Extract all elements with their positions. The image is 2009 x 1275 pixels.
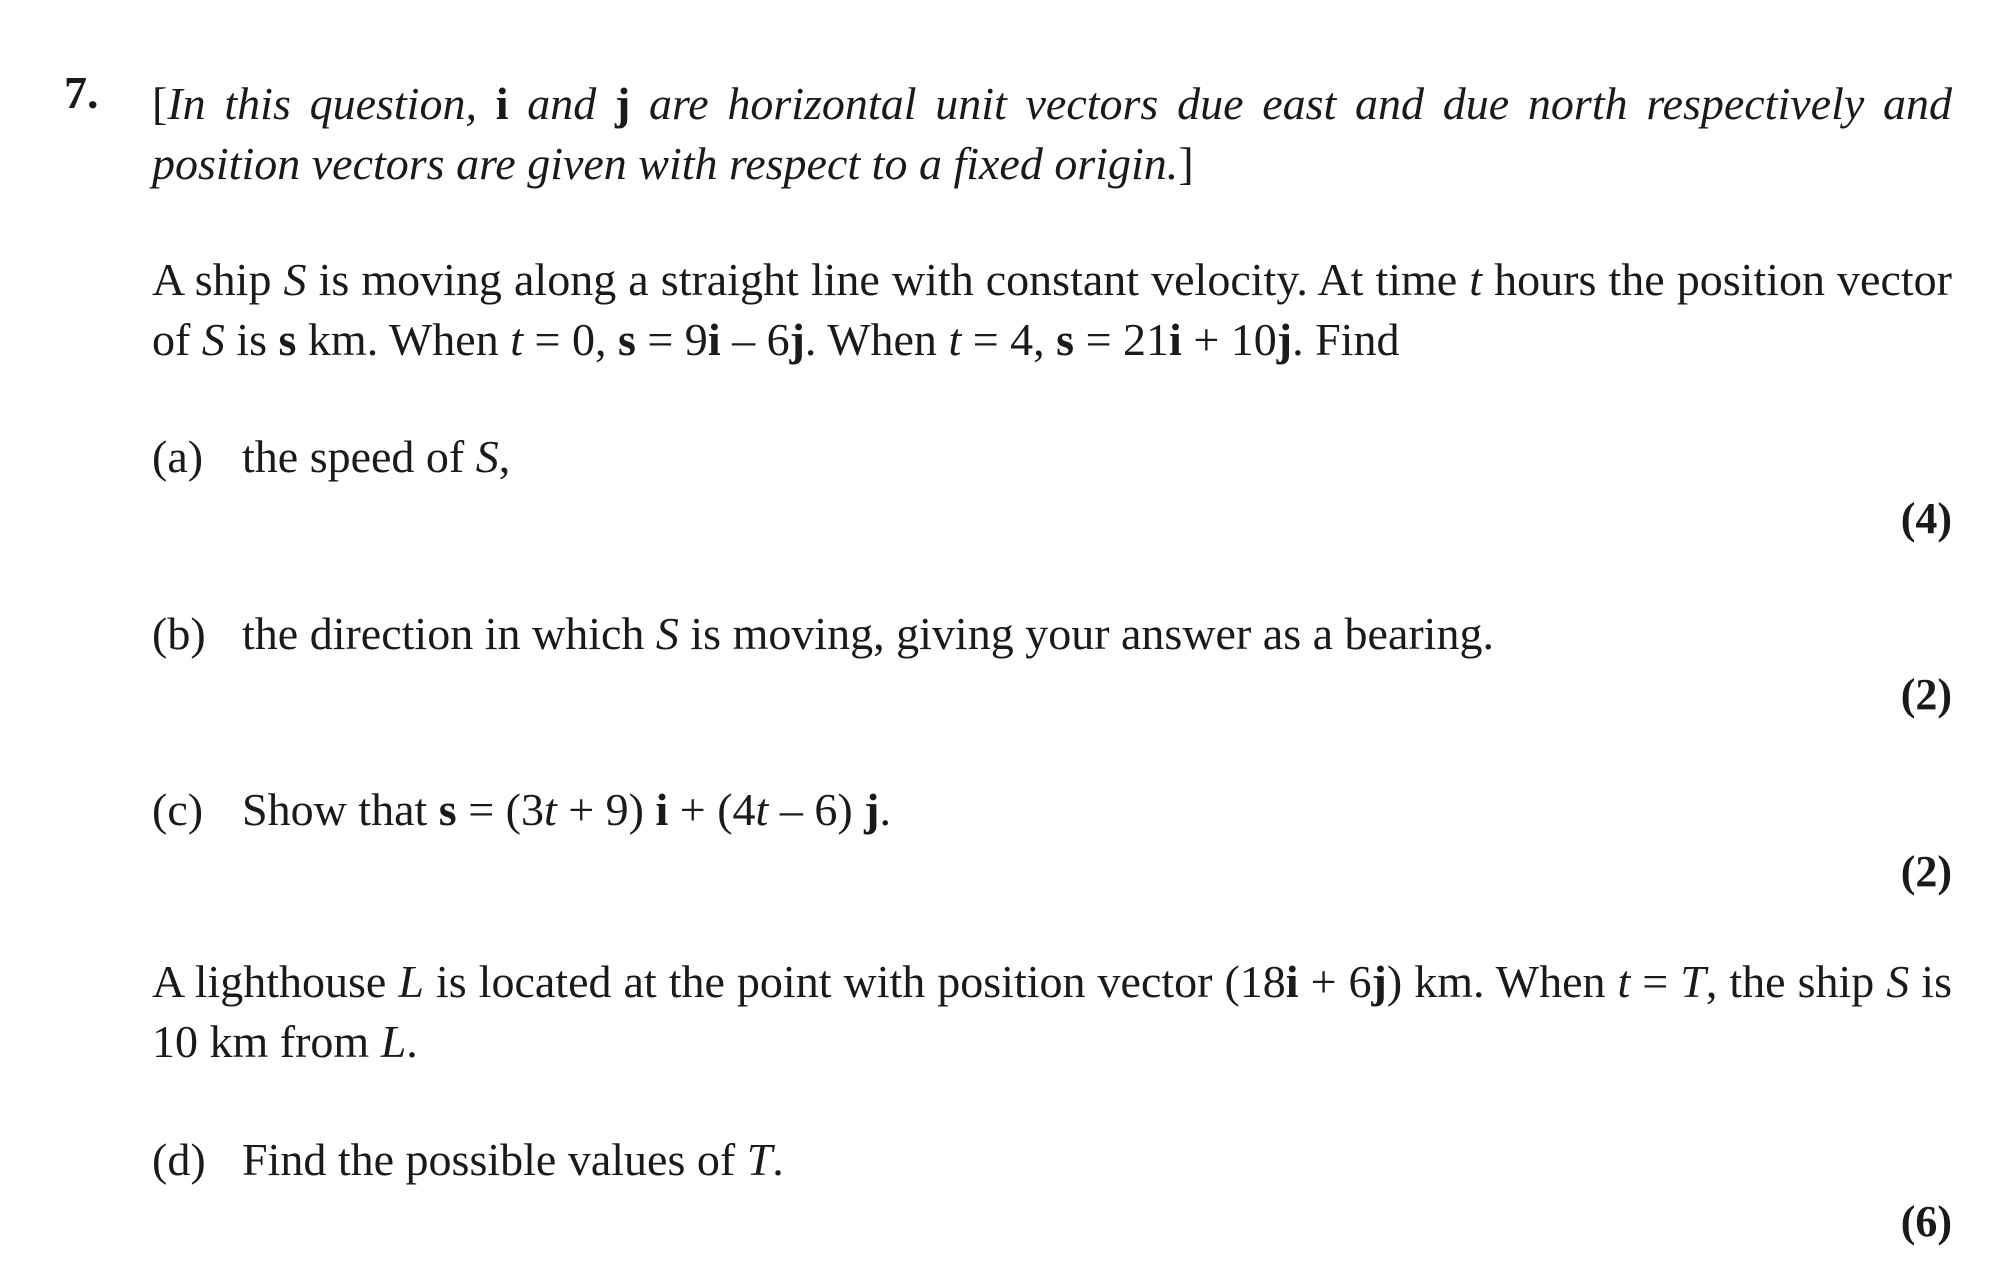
part-a-label: (a) <box>152 431 204 482</box>
part-b-marks: (2) <box>1900 670 1952 719</box>
lighthouse-paragraph: A lighthouse L is located at the point with position vector (18i + 6j) km. When t = T, the ship S is 10 km from L. <box>152 956 1952 1067</box>
part-d-label: (d) <box>152 1134 206 1185</box>
part-d: (d) Find the possible values of T. <box>152 1130 784 1190</box>
question-number: 7. <box>64 67 99 118</box>
question-intro: [In this question, i and j are horizontal unit vectors due east and due north respectively and position vectors are given with respect to a fixed origin.] <box>152 78 1953 189</box>
part-b-label: (b) <box>152 608 206 659</box>
part-d-marks: (6) <box>1900 1197 1952 1246</box>
ship-paragraph: A ship S is moving along a straight line with constant velocity. At time t hours the position vector of S is s km. When t = 0, s = 9i – 6j. When t = 4, s = 21i + 10j. Find <box>152 254 1952 365</box>
part-c: (c) Show that s = (3t + 9) i + (4t – 6) j. <box>152 780 891 840</box>
part-a-marks: (4) <box>1900 494 1952 543</box>
part-b: (b) the direction in which S is moving, giving your answer as a bearing. <box>152 604 1494 664</box>
part-c-marks: (2) <box>1900 847 1952 896</box>
part-a: (a) the speed of S, <box>152 427 510 487</box>
part-c-label: (c) <box>152 784 204 835</box>
